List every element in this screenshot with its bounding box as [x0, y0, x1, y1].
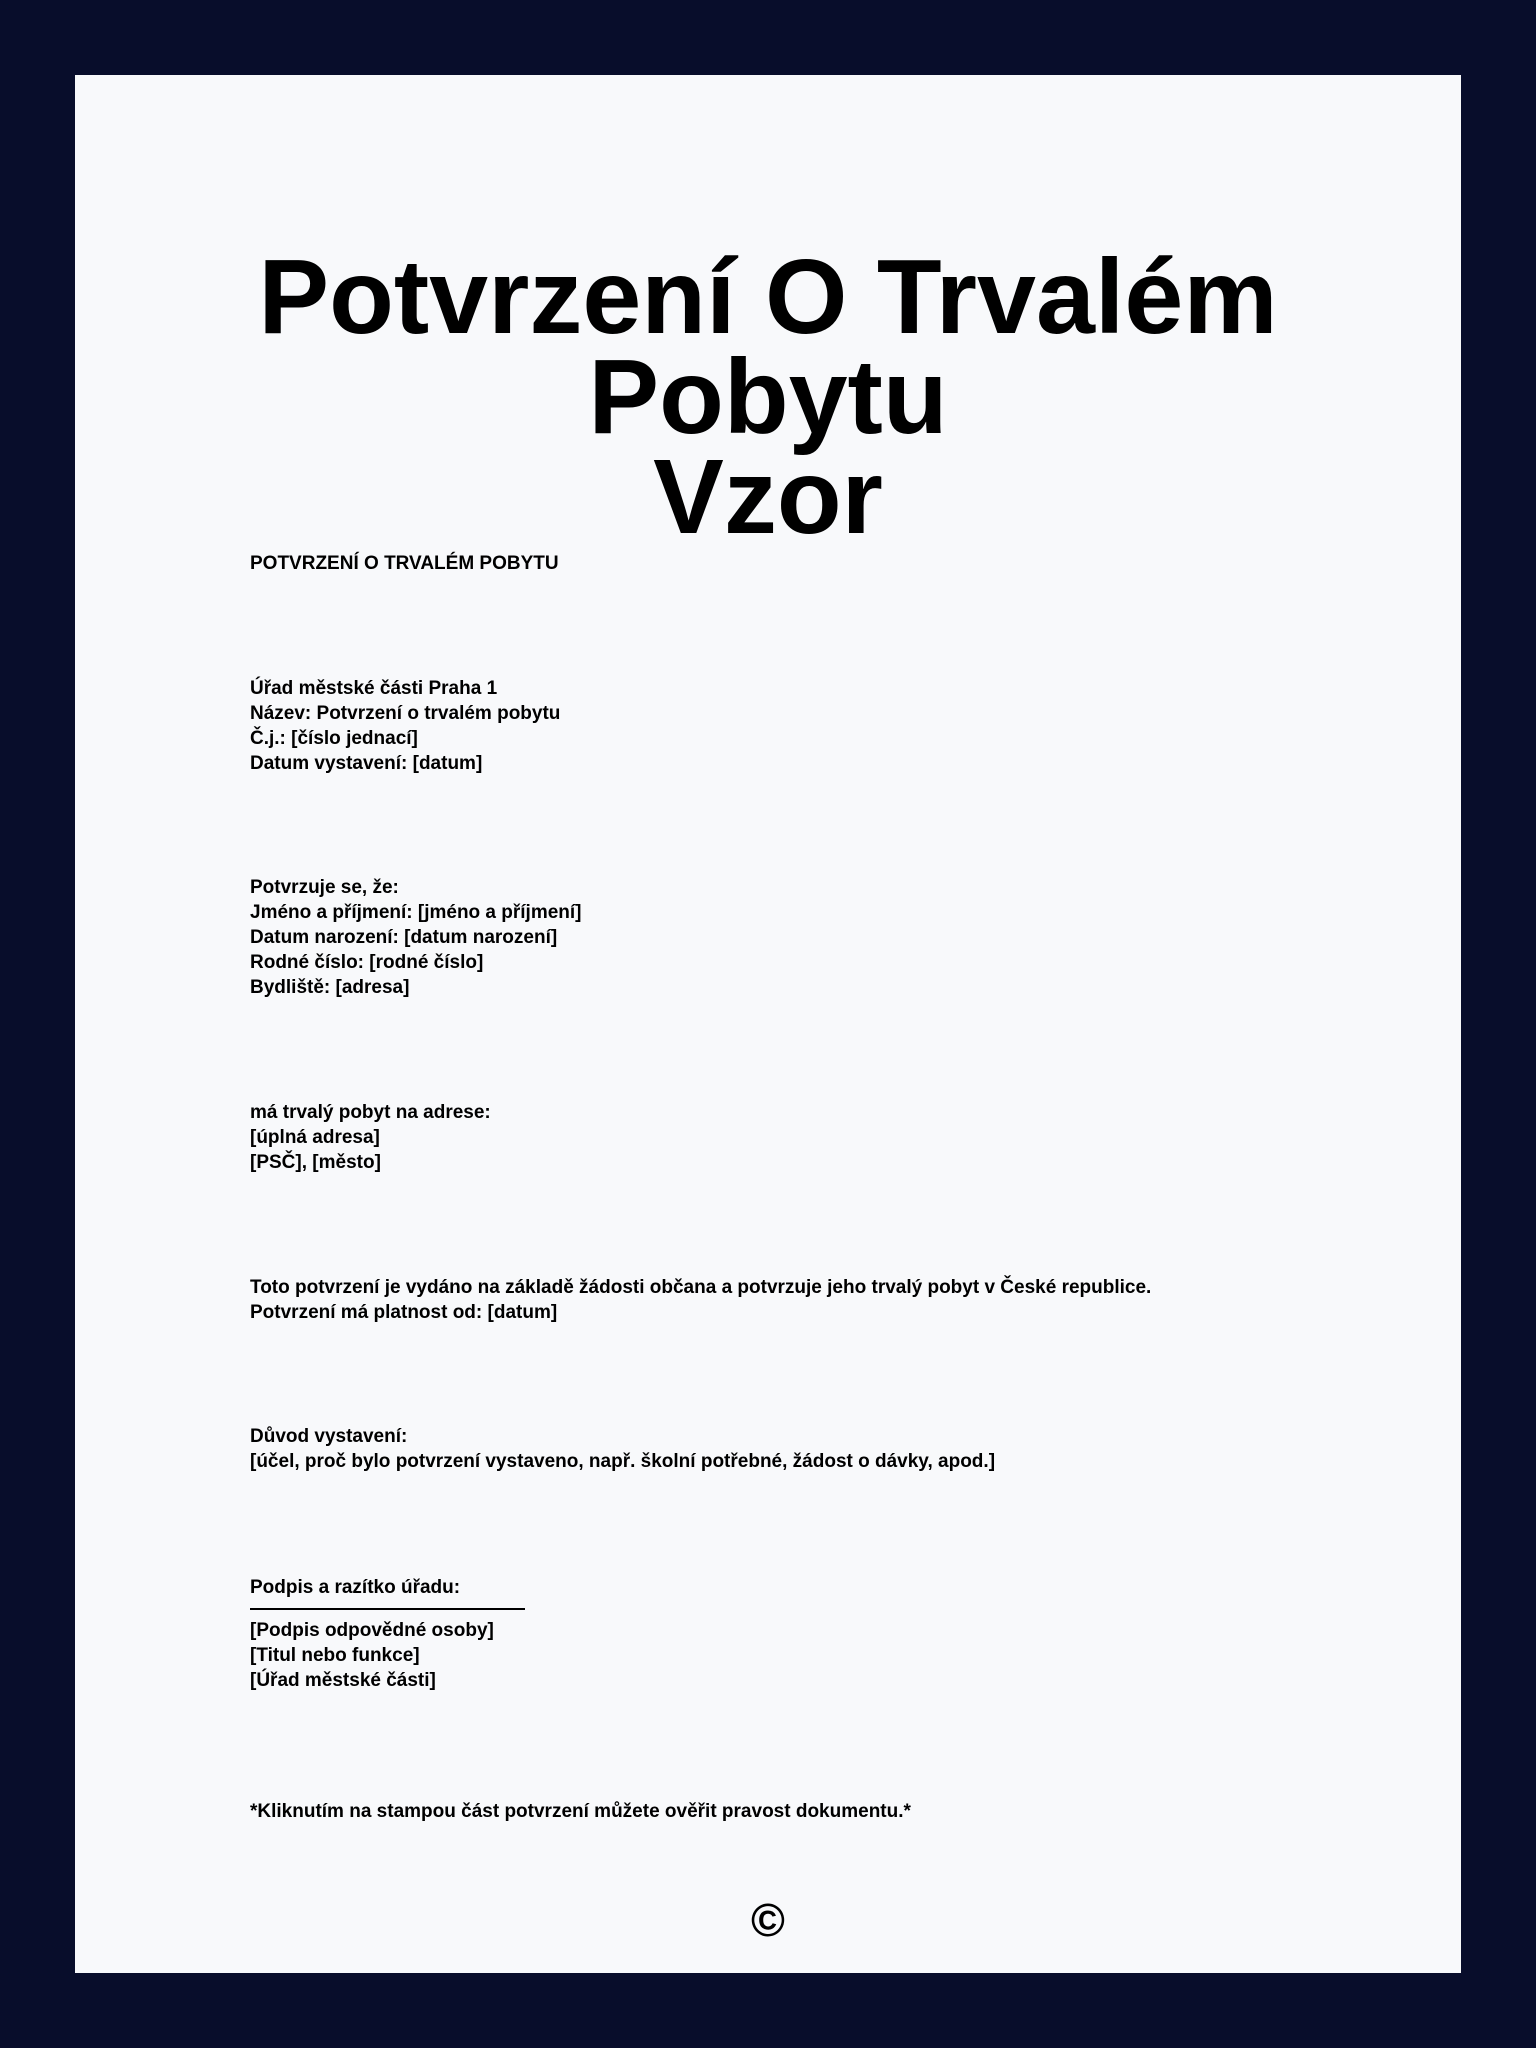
signature-office: [Úřad městské části] — [250, 1670, 436, 1691]
signature-line — [250, 1608, 525, 1610]
issuer-block — [250, 676, 1350, 776]
person-birth-date: Datum narození: [datum narození] — [250, 927, 558, 948]
document-title-line-1: Potvrzení O Trvalém Pobytu — [258, 238, 1278, 456]
reason-text: [účel, proč bylo potvrzení vystaveno, např. školní potřebné, žádost o dávky, apod.] — [250, 1451, 996, 1472]
document-title — [75, 238, 1461, 556]
verification-note — [250, 1799, 1350, 1824]
person-birth-number: Rodné číslo: [rodné číslo] — [250, 952, 484, 973]
validity-statement: Toto potvrzení je vydáno na základě žádosti občana a potvrzuje jeho trvalý pobyt v České republice. — [250, 1277, 1152, 1298]
issuer-ref: Č.j.: [číslo jednací] — [250, 728, 418, 749]
person-intro: Potvrzuje se, že: — [250, 877, 399, 898]
signature-title: [Titul nebo funkce] — [250, 1645, 420, 1666]
address-city: [PSČ], [město] — [250, 1152, 381, 1173]
reason-label: Důvod vystavení: — [250, 1426, 408, 1447]
person-full-name: Jméno a příjmení: [jméno a příjmení] — [250, 902, 582, 923]
signature-label: Podpis a razítko úřadu: — [250, 1577, 461, 1598]
heading-text: POTVRZENÍ O TRVALÉM POBYTU — [250, 553, 559, 574]
document-title-line-2: Vzor — [653, 438, 883, 556]
copyright-symbol: © — [751, 1894, 785, 1946]
address-block — [250, 1100, 1350, 1175]
address-intro: má trvalý pobyt na adrese: — [250, 1102, 491, 1123]
validity-valid-from: Potvrzení má platnost od: [datum] — [250, 1302, 558, 1323]
note-text: *Kliknutím na stampou část potvrzení můžete ověřit pravost dokumentu.* — [250, 1801, 911, 1822]
issuer-date: Datum vystavení: [datum] — [250, 753, 483, 774]
signature-person: [Podpis odpovědné osoby] — [250, 1620, 494, 1641]
person-residence: Bydliště: [adresa] — [250, 977, 410, 998]
issuer-name: Název: Potvrzení o trvalém pobytu — [250, 703, 561, 724]
signature-block — [250, 1575, 1350, 1693]
document-page — [75, 75, 1461, 1973]
reason-block — [250, 1424, 1350, 1474]
section-heading — [250, 551, 1350, 576]
person-block — [250, 875, 1350, 1000]
address-full: [úplná adresa] — [250, 1127, 380, 1148]
validity-block — [250, 1275, 1350, 1325]
issuer-office: Úřad městské části Praha 1 — [250, 678, 498, 699]
